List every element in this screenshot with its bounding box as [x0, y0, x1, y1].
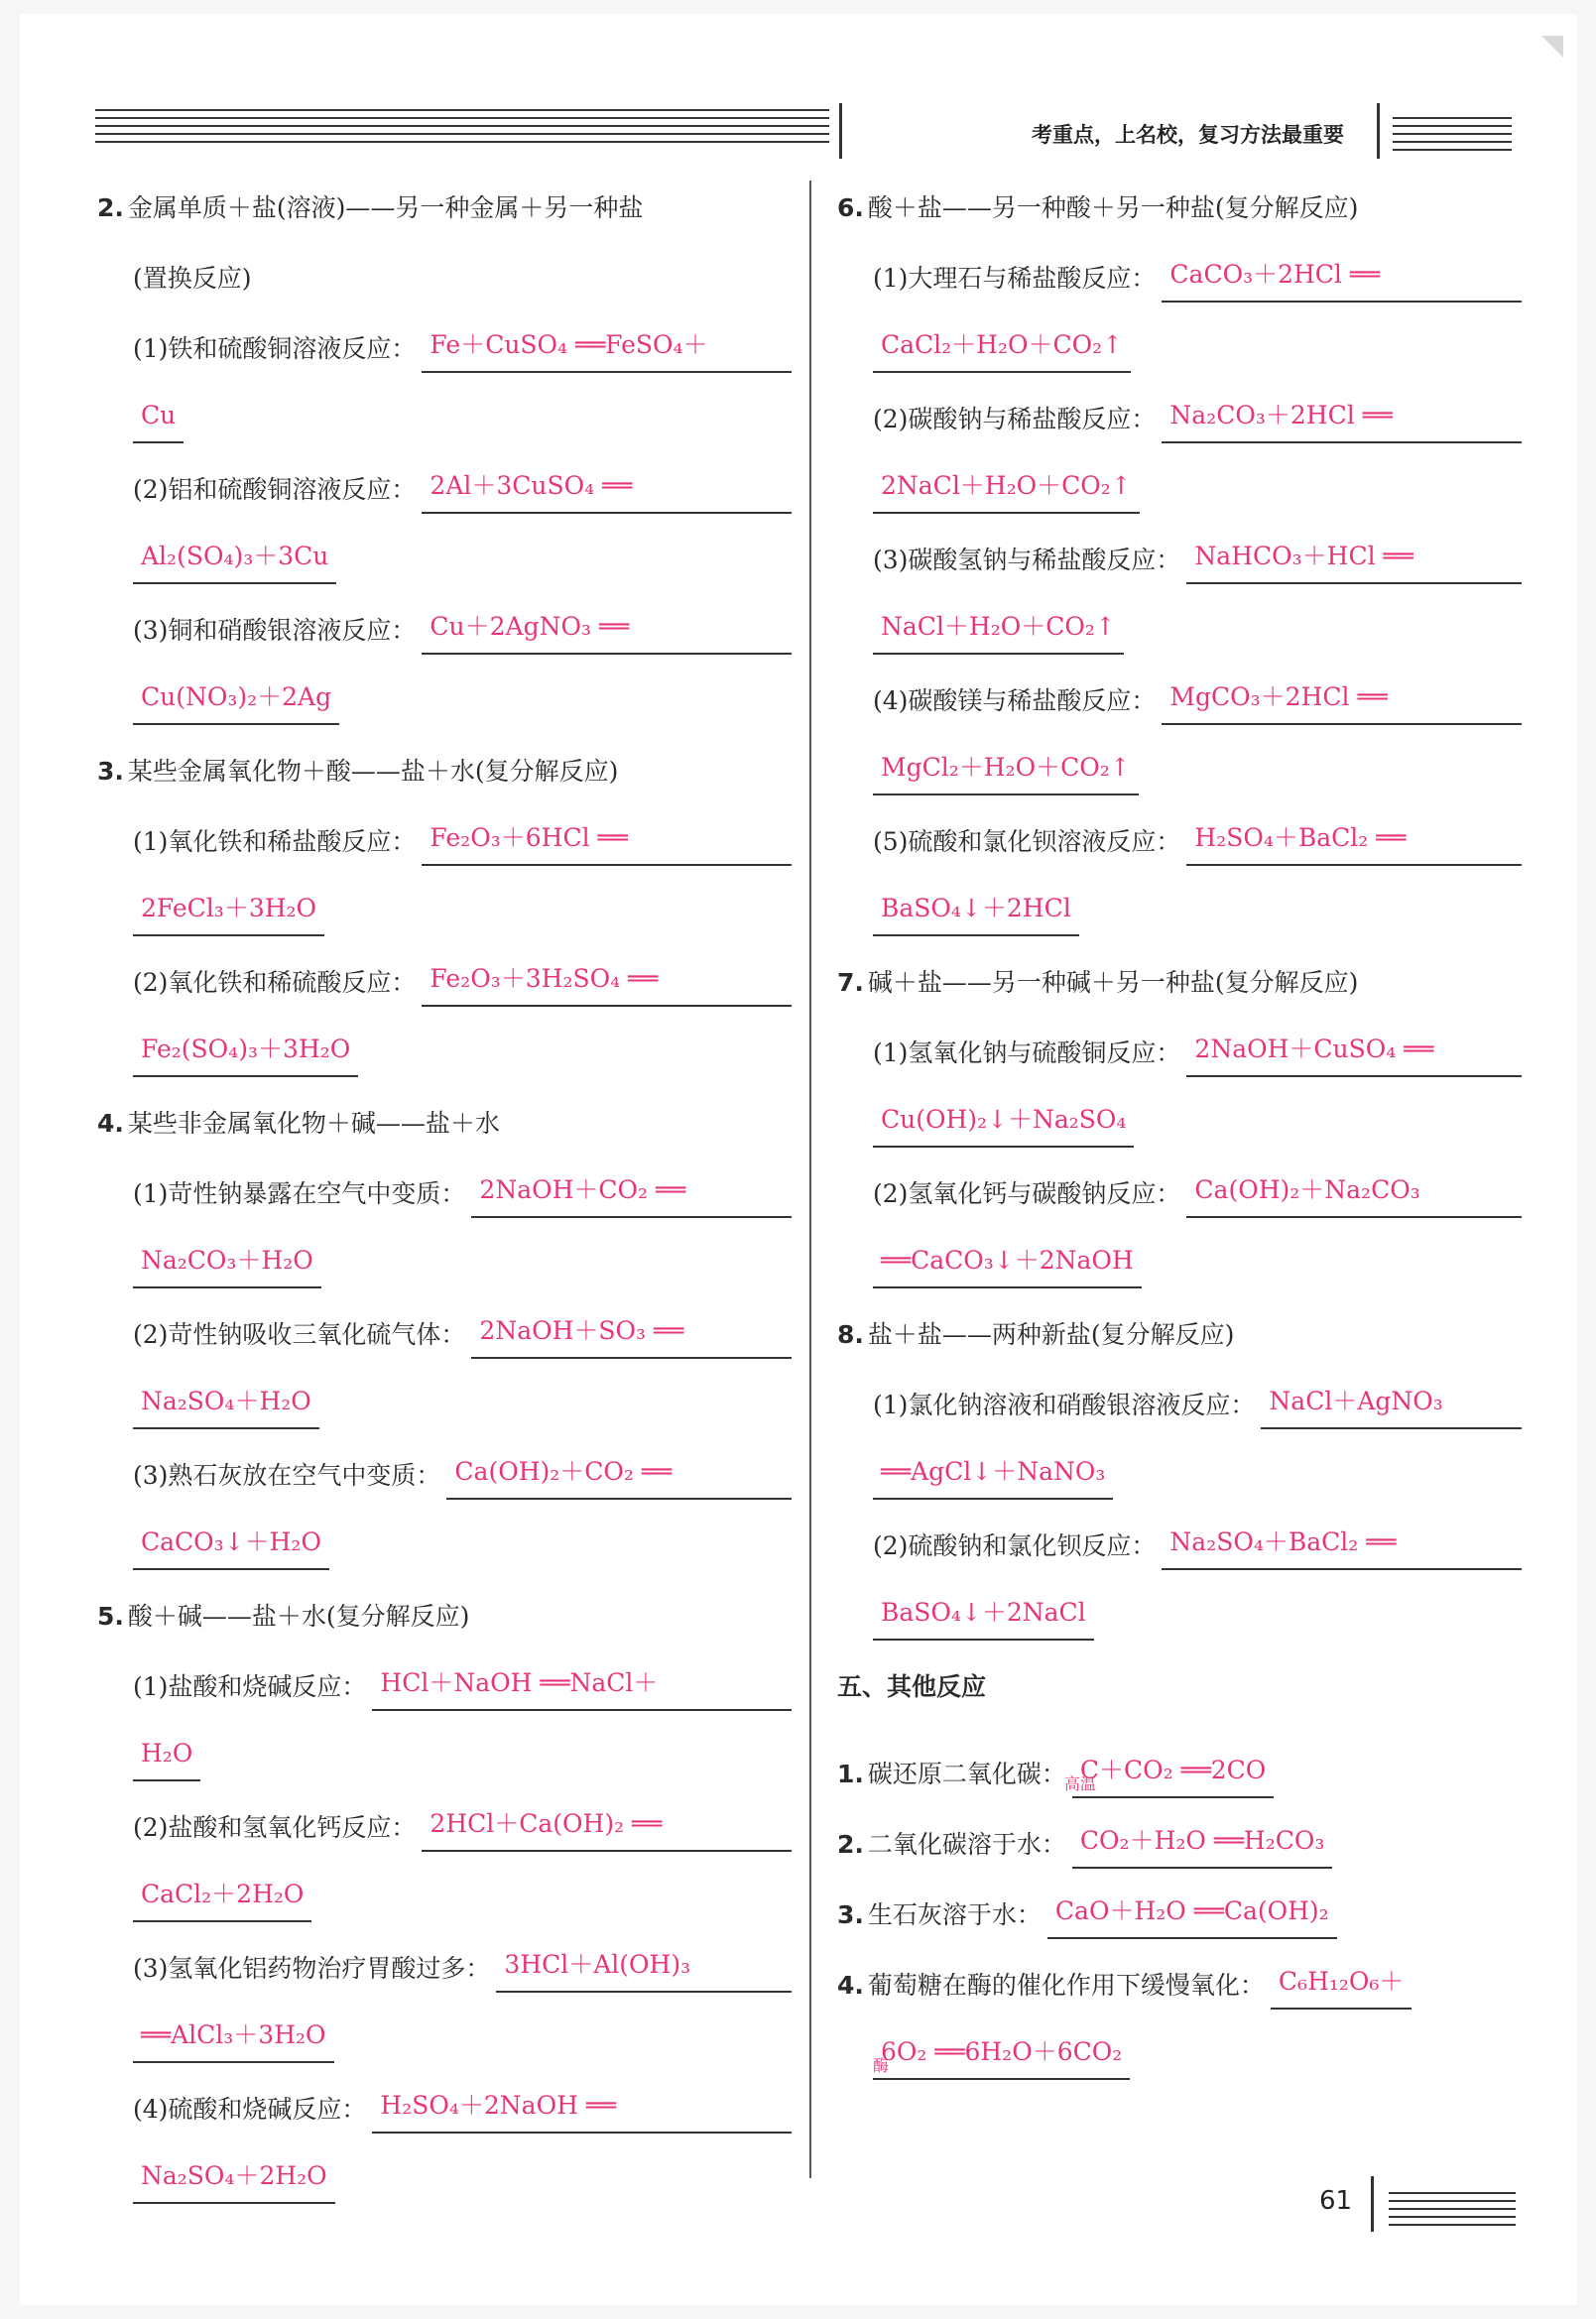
exercise-line [837, 1026, 1522, 1096]
section-title: 盐＋盐——两种新盐(复分解反应) [867, 1320, 1235, 1349]
answer-blank-continued [873, 1237, 1142, 1288]
section-number: 6. [837, 193, 864, 222]
question-text: (1)铁和硫酸铜溶液反应： [133, 334, 417, 363]
answer-text: CaCl₂＋2H₂O [141, 1880, 305, 1908]
exercise-line [97, 2082, 792, 2152]
answer-text: C＋CO₂ ══2CO [1079, 1756, 1267, 1784]
question-number: 2. [837, 1830, 864, 1859]
answer-blank-continued [873, 462, 1140, 514]
section-number: 7. [837, 968, 864, 997]
answer-blank: 2NaOH＋CuSO₄ ══ [1186, 1026, 1522, 1077]
exercise-line [837, 251, 1522, 321]
exercise-line [97, 321, 792, 392]
answer-text: Fe₂(SO₄)₃＋3H₂O [141, 1035, 351, 1063]
answer-blank: Fe＋CuSO₄ ══FeSO₄＋ [422, 321, 792, 373]
exercise-line [97, 744, 792, 814]
question-text: (3)铜和硝酸银溶液反应： [133, 616, 417, 645]
answer-blank-continued [133, 1026, 358, 1077]
exercise-line [97, 392, 792, 462]
answer-blank: 3HCl＋Al(OH)₃ [496, 1941, 792, 1993]
answer-blank: H₂SO₄＋BaCl₂ ══ [1186, 814, 1522, 866]
exercise-line [837, 181, 1522, 251]
exercise-line [837, 321, 1522, 392]
answer-blank: MgCO₃＋2HCl ══ [1162, 673, 1522, 725]
exercise-line [97, 251, 792, 321]
left-column [97, 181, 792, 2223]
answer-blank-continued [133, 673, 339, 725]
question-text: 碳还原二氧化碳： [867, 1760, 1066, 1788]
exercise-line [97, 181, 792, 251]
answer-blank-continued [133, 1519, 329, 1570]
exercise-line [97, 1096, 792, 1166]
answer-text: Na₂SO₄＋2H₂O [141, 2161, 327, 2190]
exercise-line [837, 533, 1522, 603]
page-number: 61 [1319, 2186, 1353, 2216]
answer-blank [1063, 1747, 1274, 1798]
answer-blank: 2Al＋3CuSO₄ ══ [422, 462, 792, 514]
exercise-line [97, 1871, 792, 1941]
question-text: (3)熟石灰放在空气中变质： [133, 1461, 441, 1490]
exercise-line [97, 462, 792, 533]
exercise-line [97, 1026, 792, 1096]
exercise-line [97, 814, 792, 885]
question-text: (4)碳酸镁与稀盐酸反应： [873, 686, 1157, 715]
exercise-line [97, 533, 792, 603]
section-number: 8. [837, 1320, 864, 1349]
question-text: (2)氢氧化钙与碳酸钠反应： [873, 1179, 1181, 1208]
section-title: 某些非金属氧化物＋碱——盐＋水 [127, 1109, 500, 1138]
exercise-line [837, 1888, 1522, 1958]
answer-blank: CaCO₃＋2HCl ══ [1162, 251, 1522, 303]
answer-blank-continued [873, 1096, 1134, 1148]
answer-text: NaCl＋H₂O＋CO₂↑ [881, 612, 1116, 641]
question-text: (1)氧化铁和稀盐酸反应： [133, 827, 417, 856]
question-text: (3)氢氧化铝药物治疗胃酸过多： [133, 1954, 491, 1983]
exercise-line [837, 814, 1522, 885]
answer-blank: H₂SO₄＋2NaOH ══ [372, 2082, 792, 2134]
answer-blank-continued [133, 1871, 311, 1922]
exercise-line [837, 1096, 1522, 1166]
answer-text: Na₂SO₄＋H₂O [141, 1387, 311, 1415]
answer-text: CaCl₂＋H₂O＋CO₂↑ [881, 330, 1124, 359]
answer-blank: Cu＋2AgNO₃ ══ [422, 603, 792, 655]
exercise-line [97, 1730, 792, 1800]
answer-text: Cu(OH)₂↓＋Na₂SO₄ [881, 1105, 1127, 1134]
answer-text: C₆H₁₂O₆＋ [1278, 1967, 1405, 1996]
question-number: 3. [837, 1900, 864, 1929]
answer-blank: Fe₂O₃＋3H₂SO₄ ══ [422, 955, 792, 1007]
exercise-line [837, 955, 1522, 1026]
exercise-line [837, 673, 1522, 744]
exercise-line [837, 1519, 1522, 1589]
exercise-line [97, 1659, 792, 1730]
question-text: 葡萄糖在酶的催化作用下缓慢氧化： [867, 1971, 1265, 2000]
answer-text: BaSO₄↓＋2NaCl [881, 1598, 1086, 1627]
answer-blank-continued [133, 1237, 321, 1288]
question-text: 生石灰溶于水： [867, 1900, 1042, 1929]
exercise-line [837, 1307, 1522, 1378]
question-text: (1)大理石与稀盐酸反应： [873, 264, 1157, 293]
exercise-line [837, 392, 1522, 462]
header-divider [839, 103, 842, 159]
answer-blank-continued [873, 1589, 1094, 1641]
section-number: 3. [97, 757, 124, 786]
page [20, 14, 1577, 2305]
answer-blank-continued [873, 321, 1131, 373]
answer-text: 2FeCl₃＋3H₂O [141, 894, 317, 922]
exercise-line [97, 1307, 792, 1378]
exercise-line [837, 1378, 1522, 1448]
answer-blank-continued [873, 885, 1079, 936]
question-text: (1)盐酸和烧碱反应： [133, 1672, 367, 1701]
answer-blank [1271, 1958, 1412, 2010]
exercise-line [837, 1958, 1522, 2028]
section-note: (置换反应) [133, 264, 252, 293]
section-heading: 五、其他反应 [837, 1672, 987, 1701]
answer-blank-continued [133, 885, 324, 936]
condition-label: 酶 [872, 2056, 890, 2075]
exercise-line [97, 1166, 792, 1237]
answer-blank: Na₂CO₃＋2HCl ══ [1162, 392, 1522, 443]
answer-text: BaSO₄↓＋2HCl [881, 894, 1071, 922]
answer-text: MgCl₂＋H₂O＋CO₂↑ [881, 753, 1131, 782]
answer-blank-continued [133, 1730, 200, 1781]
answer-text: Cu [141, 401, 177, 429]
exercise-line [837, 1747, 1522, 1817]
exercise-line [837, 1589, 1522, 1659]
section-title: 某些金属氧化物＋酸——盐＋水(复分解反应) [127, 757, 619, 786]
exercise-line [97, 603, 792, 673]
question-text: (2)硫酸钠和氯化钡反应： [873, 1531, 1157, 1560]
section-number: 4. [97, 1109, 124, 1138]
question-text: (3)碳酸氢钠与稀盐酸反应： [873, 546, 1181, 574]
exercise-line [837, 2028, 1522, 2099]
exercise-line [97, 2012, 792, 2082]
exercise-line [837, 1659, 1522, 1747]
right-column [837, 181, 1522, 2099]
answer-blank-continued [873, 744, 1139, 795]
exercise-line [837, 1448, 1522, 1519]
answer-blank: 2NaOH＋CO₂ ══ [471, 1166, 792, 1218]
answer-text: CO₂＋H₂O ══H₂CO₃ [1079, 1826, 1325, 1855]
section-number: 2. [97, 193, 124, 222]
answer-text: Na₂CO₃＋H₂O [141, 1246, 313, 1275]
answer-text: ══CaCO₃↓＋2NaOH [881, 1246, 1134, 1275]
page-corner-fold [1541, 36, 1563, 58]
header-divider-right [1377, 103, 1380, 159]
answer-text: 2NaCl＋H₂O＋CO₂↑ [881, 471, 1132, 500]
answer-blank-continued [133, 2152, 335, 2204]
answer-blank: NaCl＋AgNO₃ [1261, 1378, 1522, 1429]
exercise-line [97, 1448, 792, 1519]
question-text: (1)苛性钠暴露在空气中变质： [133, 1179, 466, 1208]
exercise-line [97, 1941, 792, 2012]
answer-blank-continued [133, 533, 336, 584]
answer-blank-continued [133, 2012, 334, 2063]
exercise-line [837, 1237, 1522, 1307]
exercise-line [97, 1589, 792, 1659]
answer-blank: Ca(OH)₂＋Na₂CO₃ [1186, 1166, 1522, 1218]
section-title: 碱＋盐——另一种碱＋另一种盐(复分解反应) [867, 968, 1359, 997]
exercise-line [97, 885, 792, 955]
question-text: (1)氯化钠溶液和硝酸银溶液反应： [873, 1391, 1256, 1419]
exercise-line [837, 1817, 1522, 1888]
answer-text: CaO＋H₂O ══Ca(OH)₂ [1054, 1896, 1329, 1925]
question-number: 4. [837, 1971, 864, 2000]
answer-blank: Na₂SO₄＋BaCl₂ ══ [1162, 1519, 1522, 1570]
column-divider [809, 181, 811, 2178]
answer-blank: Fe₂O₃＋6HCl ══ [422, 814, 792, 866]
condition-label: 高温 [1063, 1774, 1096, 1793]
answer-text: CaCO₃↓＋H₂O [141, 1527, 321, 1556]
answer-text: ══AgCl↓＋NaNO₃ [881, 1457, 1106, 1486]
question-text: (2)铝和硫酸铜溶液反应： [133, 475, 417, 504]
exercise-line [837, 462, 1522, 533]
answer-blank-continued [133, 392, 184, 443]
question-text: (2)碳酸钠与稀盐酸反应： [873, 405, 1157, 433]
header-slogan: 考重点，上名校，复习方法最重要 [1032, 123, 1344, 147]
answer-blank [1047, 1888, 1337, 1939]
section-title: 酸＋盐——另一种酸＋另一种盐(复分解反应) [867, 193, 1359, 222]
answer-blank: HCl＋NaOH ══NaCl＋ [372, 1659, 792, 1711]
exercise-line [97, 2152, 792, 2223]
exercise-line [97, 1237, 792, 1307]
answer-text: Al₂(SO₄)₃＋3Cu [141, 542, 329, 570]
exercise-line [97, 955, 792, 1026]
question-text: (2)盐酸和氢氧化钙反应： [133, 1813, 417, 1842]
answer-text: Cu(NO₃)₂＋2Ag [141, 682, 332, 711]
question-text: (1)氢氧化钠与硫酸铜反应： [873, 1038, 1181, 1067]
answer-blank: NaHCO₃＋HCl ══ [1186, 533, 1522, 584]
question-text: (2)苛性钠吸收三氧化硫气体： [133, 1320, 466, 1349]
exercise-line [97, 1800, 792, 1871]
exercise-line [837, 1166, 1522, 1237]
answer-blank-continued [133, 1378, 319, 1429]
footer-divider [1371, 2176, 1374, 2232]
exercise-line [837, 885, 1522, 955]
header-rule-right [1393, 117, 1512, 157]
answer-text: 6O₂ ══6H₂O＋6CO₂ [881, 2037, 1123, 2066]
question-text: (4)硫酸和烧碱反应： [133, 2095, 367, 2124]
header-rule-left [95, 109, 829, 149]
section-title: 金属单质＋盐(溶液)——另一种金属＋另一种盐 [127, 193, 644, 222]
exercise-line [97, 1378, 792, 1448]
answer-blank-continued [873, 2028, 1130, 2080]
answer-text: ══AlCl₃＋3H₂O [141, 2020, 326, 2049]
exercise-line [97, 673, 792, 744]
exercise-line [837, 603, 1522, 673]
answer-blank: 2HCl＋Ca(OH)₂ ══ [422, 1800, 792, 1852]
question-text: (2)氧化铁和稀硫酸反应： [133, 968, 417, 997]
answer-blank: Ca(OH)₂＋CO₂ ══ [446, 1448, 792, 1500]
exercise-line [97, 1519, 792, 1589]
exercise-line [837, 744, 1522, 814]
question-text: 二氧化碳溶于水： [867, 1830, 1066, 1859]
answer-blank-continued [873, 603, 1124, 655]
answer-blank [1072, 1817, 1333, 1869]
question-number: 1. [837, 1760, 864, 1788]
answer-blank: 2NaOH＋SO₃ ══ [471, 1307, 792, 1359]
answer-blank-continued [873, 1448, 1113, 1500]
section-title: 酸＋碱——盐＋水(复分解反应) [127, 1602, 470, 1631]
answer-text: H₂O [141, 1739, 193, 1768]
section-number: 5. [97, 1602, 124, 1631]
question-text: (5)硫酸和氯化钡溶液反应： [873, 827, 1181, 856]
footer-rule [1389, 2192, 1516, 2232]
